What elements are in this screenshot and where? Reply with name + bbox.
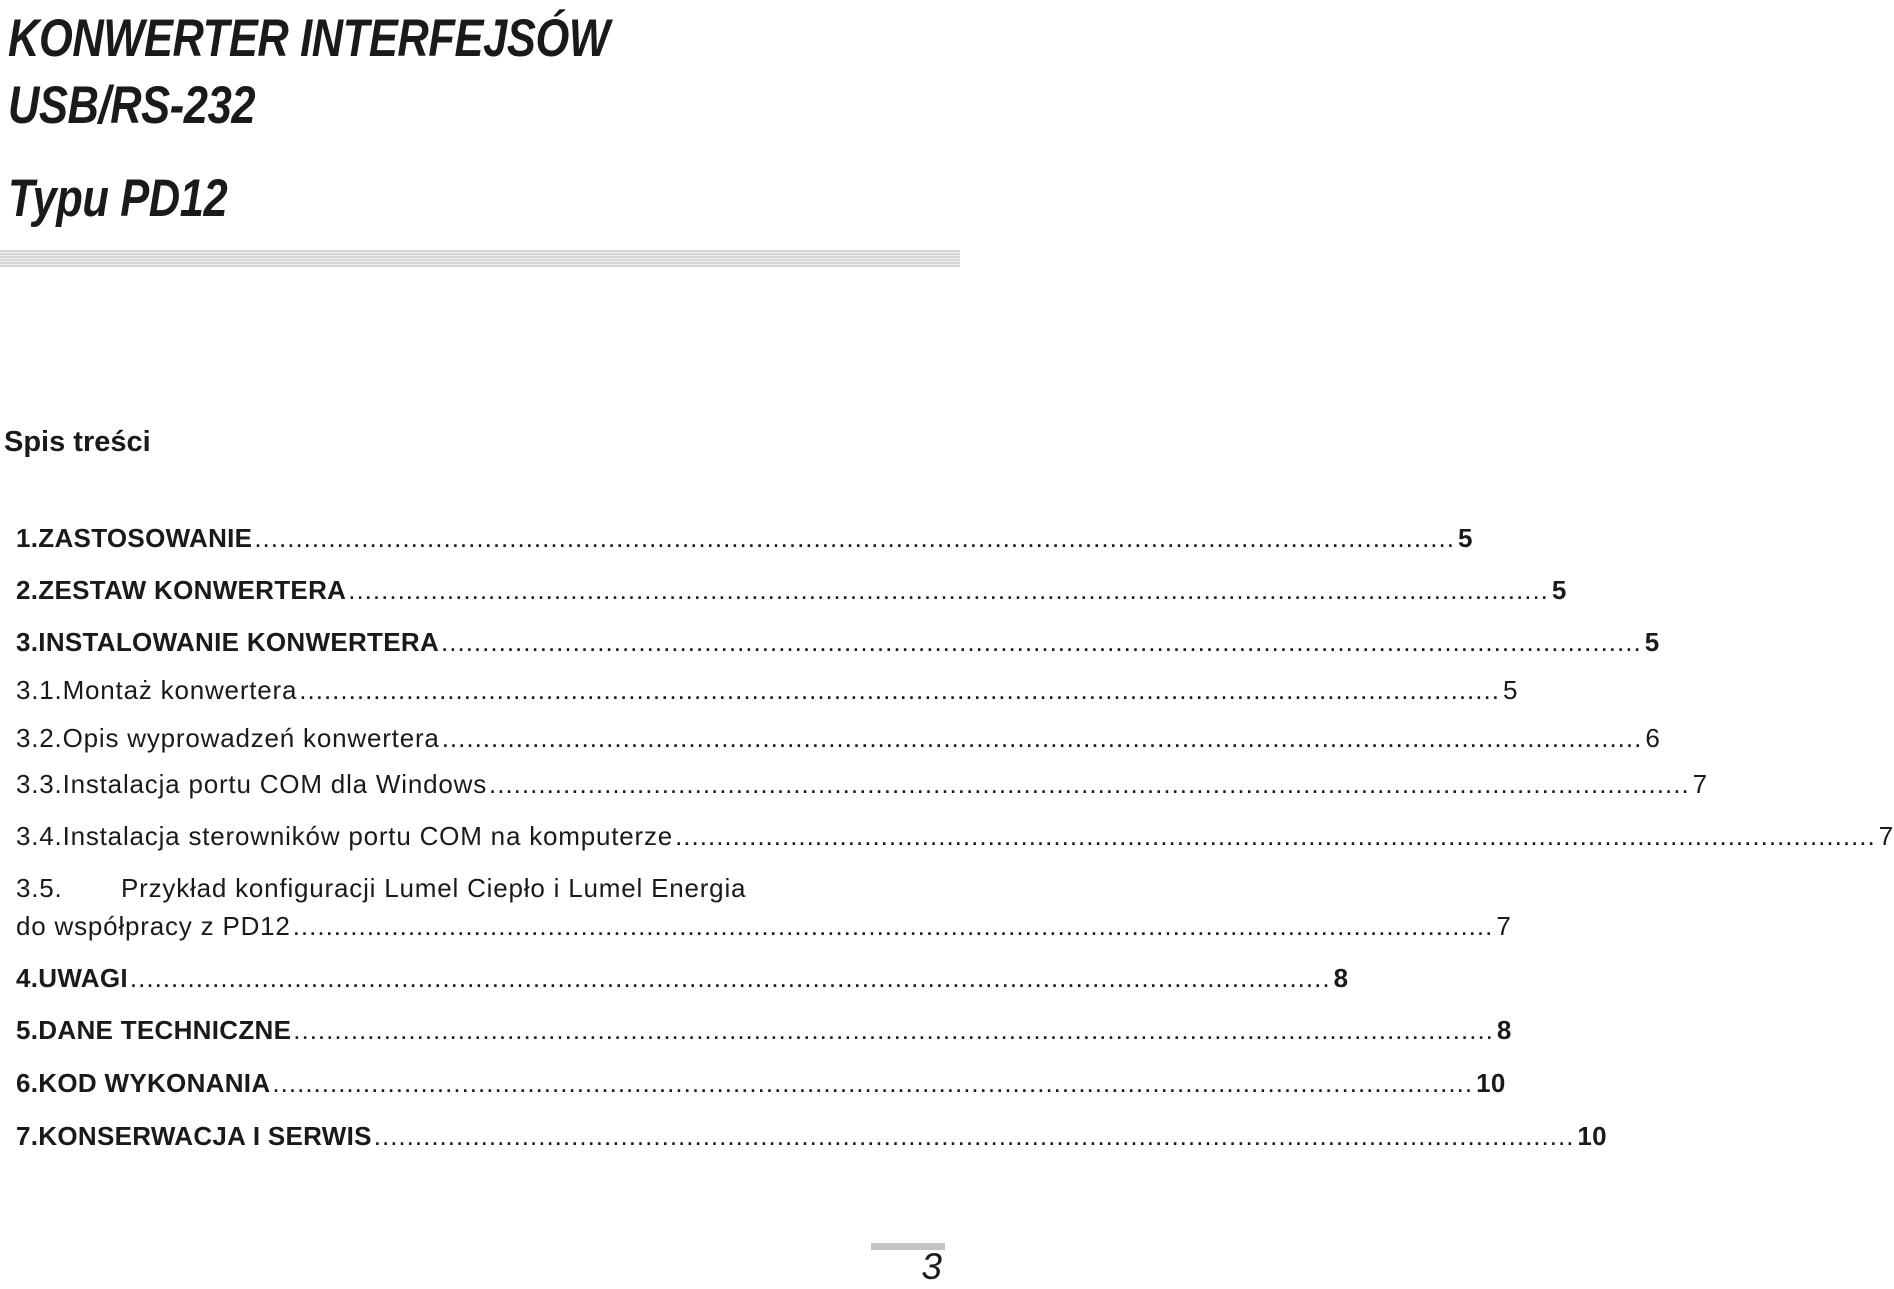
toc-entry-label-continued: do współpracy z PD12 bbox=[16, 911, 291, 941]
toc-leader-dots: .................................................................................................................................................. bbox=[272, 1068, 1474, 1098]
toc-entry-page: 10 bbox=[1577, 1121, 1607, 1151]
toc-entry-opis-wyprowadzen[interactable] bbox=[16, 721, 1661, 755]
toc-entry-page: 7 bbox=[1692, 769, 1708, 799]
toc-entry-number: 3.1. bbox=[16, 675, 63, 705]
toc-entry-zastosowanie[interactable] bbox=[16, 521, 1473, 555]
toc-entry-page: 5 bbox=[1551, 575, 1567, 605]
toc-leader-dots: .................................................................................................................................................. bbox=[489, 769, 1690, 799]
toc-entry-label: Opis wyprowadzeń konwertera bbox=[62, 723, 440, 753]
toc-entry-label: Instalacja sterowników portu COM na komputerze bbox=[62, 821, 674, 851]
toc-entry-dane-techniczne[interactable] bbox=[16, 1013, 1512, 1047]
toc-entry-page: 5 bbox=[1457, 523, 1473, 553]
toc-entry-page: 6 bbox=[1645, 723, 1661, 753]
toc-leader-dots: .................................................................................................................................................. bbox=[441, 627, 1642, 657]
toc-entry-przyklad-konfiguracji-cont[interactable] bbox=[16, 909, 1512, 943]
toc-entry-label: Przykład konfiguracji Lumel Ciepło i Lumel Energia bbox=[121, 873, 747, 903]
toc-entry-instalacja-portu-com[interactable] bbox=[16, 767, 1708, 801]
toc-entry-label: INSTALOWANIE KONWERTERA bbox=[38, 627, 440, 657]
toc-entry-page: 5 bbox=[1502, 675, 1519, 705]
toc-leader-dots: .................................................................................................................................................. bbox=[299, 675, 1500, 705]
toc-entry-number: 3.3. bbox=[16, 769, 63, 799]
toc-entry-number: 6. bbox=[16, 1068, 39, 1098]
toc-entry-montaz-konwertera[interactable] bbox=[16, 673, 1519, 707]
toc-leader-dots: .................................................................................................................................................. bbox=[293, 1015, 1494, 1045]
toc-entry-number: 1. bbox=[16, 523, 39, 553]
toc-entry-number: 3.2. bbox=[16, 723, 63, 753]
toc-entry-label: KOD WYKONANIA bbox=[38, 1068, 271, 1098]
toc-entry-label: ZASTOSOWANIE bbox=[38, 523, 253, 553]
toc-entry-label: UWAGI bbox=[38, 963, 128, 993]
toc-entry-page: 8 bbox=[1496, 1015, 1512, 1045]
toc-entry-number: 5. bbox=[16, 1015, 39, 1045]
toc-entry-label: DANE TECHNICZNE bbox=[38, 1015, 292, 1045]
toc-entry-label: ZESTAW KONWERTERA bbox=[38, 575, 347, 605]
toc-entry-kod-wykonania[interactable] bbox=[16, 1066, 1506, 1100]
toc-entry-uwagi[interactable] bbox=[16, 961, 1349, 995]
toc-entry-label: KONSERWACJA I SERWIS bbox=[38, 1121, 372, 1151]
toc-leader-dots: .................................................................................................................................................. bbox=[254, 523, 1455, 553]
toc-entry-instalowanie-konwertera[interactable] bbox=[16, 625, 1660, 659]
toc-entry-number: 3.5. bbox=[16, 873, 63, 903]
toc-entry-number: 7. bbox=[16, 1121, 39, 1151]
page-number: 3 bbox=[921, 1246, 942, 1287]
toc-entry-number: 2. bbox=[16, 575, 39, 605]
document-title-line3: Typu PD12 bbox=[8, 169, 228, 228]
toc-leader-dots: .................................................................................................................................................. bbox=[373, 1121, 1575, 1151]
title-divider bbox=[0, 250, 960, 267]
toc-leader-dots: .................................................................................................................................................. bbox=[348, 575, 1549, 605]
toc-entry-konserwacja-i-serwis[interactable] bbox=[16, 1119, 1607, 1153]
toc-entry-przyklad-konfiguracji[interactable] bbox=[16, 871, 951, 905]
toc-entry-label: Montaż konwertera bbox=[62, 675, 298, 705]
document-title-line2: USB/RS-232 bbox=[8, 76, 256, 135]
toc-entry-page: 7 bbox=[1496, 911, 1512, 941]
toc-entry-page: 10 bbox=[1476, 1068, 1506, 1098]
toc-entry-number: 3. bbox=[16, 627, 39, 657]
toc-heading: Spis treści bbox=[4, 426, 151, 458]
toc-entry-page: 8 bbox=[1333, 963, 1349, 993]
toc-leader-dots: .................................................................................................................................................. bbox=[441, 723, 1643, 753]
toc-entry-zestaw-konwertera[interactable] bbox=[16, 573, 1567, 607]
toc-entry-page: 7 bbox=[1878, 821, 1894, 851]
toc-leader-dots: .................................................................................................................................................. bbox=[129, 963, 1331, 993]
toc-leader-dots: .................................................................................................................................................. bbox=[292, 911, 1494, 941]
toc-entry-instalacja-sterownikow[interactable] bbox=[16, 819, 1894, 853]
toc-leader-dots: .................................................................................................................................................. bbox=[675, 821, 1876, 851]
toc-entry-label: Instalacja portu COM dla Windows bbox=[62, 769, 488, 799]
document-title-line1: KONWERTER INTERFEJSÓW bbox=[8, 9, 610, 68]
toc-entry-page: 5 bbox=[1644, 627, 1660, 657]
toc-entry-number: 3.4. bbox=[16, 821, 63, 851]
toc-entry-number: 4. bbox=[16, 963, 39, 993]
